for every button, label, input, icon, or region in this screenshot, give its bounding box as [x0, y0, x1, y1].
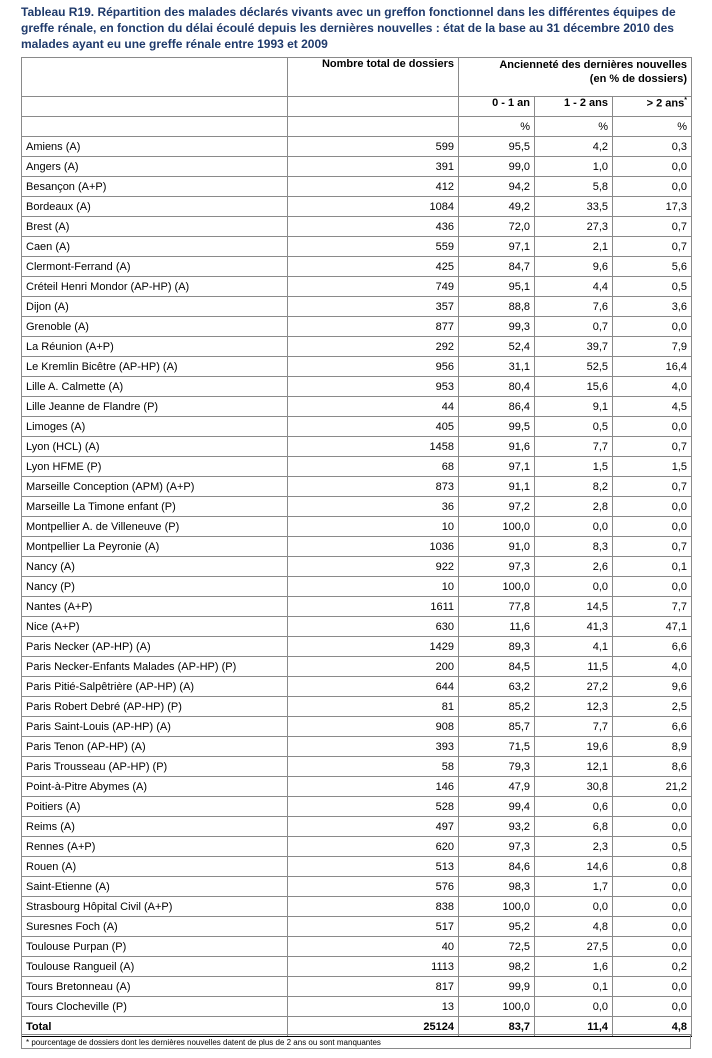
total-dossiers-cell: 873 [288, 477, 459, 497]
pct-0-1-cell: 77,8 [459, 597, 535, 617]
pct-gt2-cell: 9,6 [613, 677, 692, 697]
table-row [22, 577, 692, 597]
total-dossiers-cell: 391 [288, 157, 459, 177]
pct-gt2-cell: 0,0 [613, 317, 692, 337]
total-dossiers-cell: 599 [288, 137, 459, 157]
pct-gt2-cell: 7,7 [613, 597, 692, 617]
table-row [22, 157, 692, 177]
pct-1-2-cell: 33,5 [535, 197, 613, 217]
center-name-cell: Créteil Henri Mondor (AP-HP) (A) [22, 277, 288, 297]
table-row [22, 357, 692, 377]
pct-0-1-cell: 52,4 [459, 337, 535, 357]
pct-gt2-cell: 4,8 [613, 1017, 692, 1037]
footnote: * pourcentage de dossiers dont les dernières nouvelles datent de plus de 2 ans ou sont manquantes [21, 1034, 691, 1049]
center-name-cell: Lyon (HCL) (A) [22, 437, 288, 457]
center-name-cell: Montpellier A. de Villeneuve (P) [22, 517, 288, 537]
total-dossiers-cell: 513 [288, 857, 459, 877]
header-anciennete-line2: (en % de dossiers) [589, 73, 687, 85]
table-row [22, 777, 692, 797]
center-name-cell: Strasbourg Hôpital Civil (A+P) [22, 897, 288, 917]
pct-gt2-cell: 0,0 [613, 897, 692, 917]
total-dossiers-cell: 25124 [288, 1017, 459, 1037]
pct-1-2-cell: 0,0 [535, 577, 613, 597]
pct-1-2-cell: 1,0 [535, 157, 613, 177]
pct-0-1-cell: 85,7 [459, 717, 535, 737]
center-name-cell: Le Kremlin Bicêtre (AP-HP) (A) [22, 357, 288, 377]
pct-0-1-cell: 100,0 [459, 897, 535, 917]
table-row [22, 737, 692, 757]
pct-gt2-cell: 4,5 [613, 397, 692, 417]
table-row [22, 757, 692, 777]
total-dossiers-cell: 405 [288, 417, 459, 437]
header-row-1 [22, 58, 692, 97]
total-dossiers-cell: 1036 [288, 537, 459, 557]
pct-0-1-cell: 85,2 [459, 697, 535, 717]
pct-0-1-cell: 97,3 [459, 557, 535, 577]
pct-1-2-cell: 1,6 [535, 957, 613, 977]
pct-1-2-cell: 15,6 [535, 377, 613, 397]
pct-0-1-cell: 100,0 [459, 517, 535, 537]
table-row [22, 997, 692, 1017]
header-anciennete-line1: Ancienneté des dernières nouvelles [499, 59, 687, 71]
pct-1-2-cell: 12,1 [535, 757, 613, 777]
total-dossiers-cell: 559 [288, 237, 459, 257]
center-name-cell: Paris Necker-Enfants Malades (AP-HP) (P) [22, 657, 288, 677]
pct-gt2-cell: 3,6 [613, 297, 692, 317]
table-row [22, 697, 692, 717]
center-name-cell: Nantes (A+P) [22, 597, 288, 617]
center-name-cell: Paris Robert Debré (AP-HP) (P) [22, 697, 288, 717]
pct-gt2-cell: 0,0 [613, 937, 692, 957]
pct-1-2-cell: 0,0 [535, 517, 613, 537]
pct-0-1-cell: 49,2 [459, 197, 535, 217]
total-dossiers-cell: 576 [288, 877, 459, 897]
table-row [22, 137, 692, 157]
unit-empty-cell [22, 117, 288, 137]
table-row [22, 217, 692, 237]
center-name-cell: Nancy (P) [22, 577, 288, 597]
total-dossiers-cell: 81 [288, 697, 459, 717]
pct-0-1-cell: 98,3 [459, 877, 535, 897]
pct-0-1-cell: 100,0 [459, 577, 535, 597]
pct-0-1-cell: 91,6 [459, 437, 535, 457]
unit-pct: % [613, 117, 692, 137]
unit-row [22, 117, 692, 137]
header-empty-cell [288, 97, 459, 117]
total-dossiers-cell: 436 [288, 217, 459, 237]
pct-gt2-cell: 47,1 [613, 617, 692, 637]
header-col-1-2: 1 - 2 ans [535, 97, 613, 117]
total-dossiers-cell: 425 [288, 257, 459, 277]
total-dossiers-cell: 1458 [288, 437, 459, 457]
pct-1-2-cell: 7,7 [535, 717, 613, 737]
pct-gt2-cell: 0,0 [613, 417, 692, 437]
pct-gt2-cell: 0,1 [613, 557, 692, 577]
pct-1-2-cell: 12,3 [535, 697, 613, 717]
pct-0-1-cell: 84,6 [459, 857, 535, 877]
table-row [22, 597, 692, 617]
pct-0-1-cell: 89,3 [459, 637, 535, 657]
center-name-cell: Brest (A) [22, 217, 288, 237]
pct-0-1-cell: 72,5 [459, 937, 535, 957]
pct-1-2-cell: 27,3 [535, 217, 613, 237]
table-row [22, 397, 692, 417]
pct-1-2-cell: 2,6 [535, 557, 613, 577]
total-dossiers-cell: 146 [288, 777, 459, 797]
pct-1-2-cell: 7,7 [535, 437, 613, 457]
center-name-cell: Marseille Conception (APM) (A+P) [22, 477, 288, 497]
unit-pct: % [459, 117, 535, 137]
header-empty-cell [22, 58, 288, 97]
table-row [22, 617, 692, 637]
table-row [22, 877, 692, 897]
pct-0-1-cell: 71,5 [459, 737, 535, 757]
pct-1-2-cell: 0,5 [535, 417, 613, 437]
table-row [22, 377, 692, 397]
pct-gt2-cell: 6,6 [613, 717, 692, 737]
total-dossiers-cell: 908 [288, 717, 459, 737]
pct-0-1-cell: 79,3 [459, 757, 535, 777]
footnote-marker: * [684, 97, 687, 104]
total-dossiers-cell: 838 [288, 897, 459, 917]
pct-gt2-cell: 0,0 [613, 157, 692, 177]
pct-gt2-cell: 8,9 [613, 737, 692, 757]
pct-gt2-cell: 0,5 [613, 277, 692, 297]
center-name-cell: Limoges (A) [22, 417, 288, 437]
center-name-cell: Toulouse Rangueil (A) [22, 957, 288, 977]
pct-1-2-cell: 41,3 [535, 617, 613, 637]
pct-gt2-cell: 0,0 [613, 997, 692, 1017]
pct-gt2-cell: 0,0 [613, 977, 692, 997]
pct-1-2-cell: 11,5 [535, 657, 613, 677]
center-name-cell: Lyon HFME (P) [22, 457, 288, 477]
table-row [22, 257, 692, 277]
pct-1-2-cell: 6,8 [535, 817, 613, 837]
table-row [22, 557, 692, 577]
pct-1-2-cell: 0,1 [535, 977, 613, 997]
pct-1-2-cell: 4,8 [535, 917, 613, 937]
total-dossiers-cell: 922 [288, 557, 459, 577]
table-row [22, 637, 692, 657]
total-dossiers-cell: 44 [288, 397, 459, 417]
pct-gt2-cell: 17,3 [613, 197, 692, 217]
pct-0-1-cell: 99,0 [459, 157, 535, 177]
center-name-cell: Lille Jeanne de Flandre (P) [22, 397, 288, 417]
table-row [22, 317, 692, 337]
total-dossiers-cell: 13 [288, 997, 459, 1017]
pct-gt2-cell: 4,0 [613, 377, 692, 397]
pct-1-2-cell: 39,7 [535, 337, 613, 357]
center-name-cell: Nancy (A) [22, 557, 288, 577]
pct-0-1-cell: 98,2 [459, 957, 535, 977]
header-col-0-1: 0 - 1 an [459, 97, 535, 117]
total-dossiers-cell: 877 [288, 317, 459, 337]
pct-0-1-cell: 83,7 [459, 1017, 535, 1037]
pct-0-1-cell: 99,9 [459, 977, 535, 997]
total-dossiers-cell: 68 [288, 457, 459, 477]
table-row [22, 657, 692, 677]
pct-gt2-cell: 0,0 [613, 517, 692, 537]
center-name-cell: Montpellier La Peyronie (A) [22, 537, 288, 557]
center-name-cell: Tours Bretonneau (A) [22, 977, 288, 997]
pct-0-1-cell: 91,1 [459, 477, 535, 497]
pct-1-2-cell: 27,2 [535, 677, 613, 697]
table-row [22, 197, 692, 217]
total-dossiers-cell: 517 [288, 917, 459, 937]
center-name-cell: Reims (A) [22, 817, 288, 837]
total-dossiers-cell: 620 [288, 837, 459, 857]
pct-1-2-cell: 2,8 [535, 497, 613, 517]
table-row [22, 337, 692, 357]
total-dossiers-cell: 956 [288, 357, 459, 377]
center-name-cell: Clermont-Ferrand (A) [22, 257, 288, 277]
pct-gt2-cell: 0,7 [613, 217, 692, 237]
center-name-cell: Angers (A) [22, 157, 288, 177]
table-row [22, 677, 692, 697]
pct-1-2-cell: 1,5 [535, 457, 613, 477]
pct-1-2-cell: 8,3 [535, 537, 613, 557]
pct-gt2-cell: 0,3 [613, 137, 692, 157]
total-dossiers-cell: 528 [288, 797, 459, 817]
center-name-cell: Rennes (A+P) [22, 837, 288, 857]
table-row [22, 917, 692, 937]
table-row [22, 237, 692, 257]
pct-0-1-cell: 72,0 [459, 217, 535, 237]
pct-0-1-cell: 91,0 [459, 537, 535, 557]
pct-0-1-cell: 31,1 [459, 357, 535, 377]
pct-1-2-cell: 14,5 [535, 597, 613, 617]
pct-1-2-cell: 0,0 [535, 997, 613, 1017]
pct-0-1-cell: 93,2 [459, 817, 535, 837]
total-dossiers-cell: 749 [288, 277, 459, 297]
center-name-cell: Paris Tenon (AP-HP) (A) [22, 737, 288, 757]
total-dossiers-cell: 412 [288, 177, 459, 197]
unit-empty-cell [288, 117, 459, 137]
table-row [22, 517, 692, 537]
total-dossiers-cell: 393 [288, 737, 459, 757]
center-name-cell: Suresnes Foch (A) [22, 917, 288, 937]
pct-0-1-cell: 63,2 [459, 677, 535, 697]
pct-1-2-cell: 11,4 [535, 1017, 613, 1037]
pct-1-2-cell: 52,5 [535, 357, 613, 377]
pct-1-2-cell: 2,1 [535, 237, 613, 257]
pct-0-1-cell: 99,3 [459, 317, 535, 337]
pct-1-2-cell: 4,1 [535, 637, 613, 657]
data-table [21, 57, 692, 1037]
table-row [22, 797, 692, 817]
total-dossiers-cell: 630 [288, 617, 459, 637]
total-dossiers-cell: 10 [288, 577, 459, 597]
pct-0-1-cell: 84,7 [459, 257, 535, 277]
center-name-cell: Point-à-Pitre Abymes (A) [22, 777, 288, 797]
center-name-cell: Paris Saint-Louis (AP-HP) (A) [22, 717, 288, 737]
pct-1-2-cell: 9,1 [535, 397, 613, 417]
pct-1-2-cell: 27,5 [535, 937, 613, 957]
pct-0-1-cell: 97,1 [459, 457, 535, 477]
pct-gt2-cell: 0,7 [613, 437, 692, 457]
total-dossiers-cell: 357 [288, 297, 459, 317]
pct-0-1-cell: 100,0 [459, 997, 535, 1017]
center-name-cell: Poitiers (A) [22, 797, 288, 817]
pct-gt2-cell: 0,0 [613, 817, 692, 837]
pct-1-2-cell: 5,8 [535, 177, 613, 197]
pct-1-2-cell: 7,6 [535, 297, 613, 317]
pct-gt2-cell: 0,8 [613, 857, 692, 877]
total-dossiers-cell: 36 [288, 497, 459, 517]
pct-gt2-cell: 0,7 [613, 537, 692, 557]
pct-gt2-cell: 21,2 [613, 777, 692, 797]
pct-0-1-cell: 80,4 [459, 377, 535, 397]
pct-gt2-cell: 1,5 [613, 457, 692, 477]
pct-gt2-cell: 8,6 [613, 757, 692, 777]
pct-0-1-cell: 88,8 [459, 297, 535, 317]
total-dossiers-cell: 644 [288, 677, 459, 697]
center-name-cell: Paris Pitié-Salpêtrière (AP-HP) (A) [22, 677, 288, 697]
pct-0-1-cell: 11,6 [459, 617, 535, 637]
pct-gt2-cell: 0,0 [613, 177, 692, 197]
center-name-cell: Saint-Etienne (A) [22, 877, 288, 897]
pct-gt2-cell: 7,9 [613, 337, 692, 357]
pct-1-2-cell: 30,8 [535, 777, 613, 797]
center-name-cell: Amiens (A) [22, 137, 288, 157]
pct-0-1-cell: 95,5 [459, 137, 535, 157]
table-row [22, 977, 692, 997]
pct-0-1-cell: 99,5 [459, 417, 535, 437]
total-dossiers-cell: 1611 [288, 597, 459, 617]
center-name-cell: Tours Clocheville (P) [22, 997, 288, 1017]
pct-gt2-cell: 6,6 [613, 637, 692, 657]
table-row [22, 897, 692, 917]
pct-1-2-cell: 9,6 [535, 257, 613, 277]
table-row [22, 177, 692, 197]
pct-gt2-cell: 2,5 [613, 697, 692, 717]
table-row [22, 857, 692, 877]
table-row [22, 477, 692, 497]
pct-0-1-cell: 94,2 [459, 177, 535, 197]
center-name-cell: Nice (A+P) [22, 617, 288, 637]
pct-gt2-cell: 4,0 [613, 657, 692, 677]
total-dossiers-cell: 1084 [288, 197, 459, 217]
total-dossiers-cell: 953 [288, 377, 459, 397]
header-anciennete [459, 58, 692, 97]
header-empty-cell [22, 97, 288, 117]
header-col-gt2 [613, 97, 692, 117]
pct-0-1-cell: 97,1 [459, 237, 535, 257]
center-name-cell: Lille A. Calmette (A) [22, 377, 288, 397]
total-dossiers-cell: 817 [288, 977, 459, 997]
header-total: Nombre total de dossiers [288, 58, 459, 97]
total-dossiers-cell: 40 [288, 937, 459, 957]
pct-0-1-cell: 97,3 [459, 837, 535, 857]
pct-gt2-cell: 5,6 [613, 257, 692, 277]
table-row [22, 957, 692, 977]
center-name-cell: Besançon (A+P) [22, 177, 288, 197]
pct-0-1-cell: 99,4 [459, 797, 535, 817]
center-name-cell: Dijon (A) [22, 297, 288, 317]
table-row [22, 457, 692, 477]
pct-gt2-cell: 0,0 [613, 577, 692, 597]
pct-1-2-cell: 2,3 [535, 837, 613, 857]
table-row [22, 437, 692, 457]
pct-0-1-cell: 97,2 [459, 497, 535, 517]
table-row [22, 277, 692, 297]
pct-gt2-cell: 0,2 [613, 957, 692, 977]
pct-0-1-cell: 95,1 [459, 277, 535, 297]
pct-0-1-cell: 84,5 [459, 657, 535, 677]
table-row [22, 537, 692, 557]
table-title: Tableau R19. Répartition des malades déclarés vivants avec un greffon fonctionnel dans les différentes équipes de greffe rénale, en fonction du délai écoulé depuis les dernières nouvelles : état de la base au 31 décembre 2010 des malades ayant eu une greffe rénale entre 1993 et 2009 [21, 5, 676, 51]
header-col-gt2-label: > 2 ans [646, 97, 685, 110]
pct-gt2-cell: 0,0 [613, 917, 692, 937]
pct-1-2-cell: 0,0 [535, 897, 613, 917]
pct-1-2-cell: 4,4 [535, 277, 613, 297]
table-row [22, 297, 692, 317]
table-row [22, 837, 692, 857]
total-dossiers-cell: 497 [288, 817, 459, 837]
table-row [22, 497, 692, 517]
center-name-cell: Rouen (A) [22, 857, 288, 877]
unit-pct: % [535, 117, 613, 137]
total-dossiers-cell: 10 [288, 517, 459, 537]
total-dossiers-cell: 58 [288, 757, 459, 777]
pct-1-2-cell: 0,6 [535, 797, 613, 817]
pct-1-2-cell: 14,6 [535, 857, 613, 877]
pct-gt2-cell: 0,7 [613, 237, 692, 257]
pct-1-2-cell: 1,7 [535, 877, 613, 897]
pct-gt2-cell: 16,4 [613, 357, 692, 377]
pct-gt2-cell: 0,0 [613, 877, 692, 897]
center-name-cell: Paris Trousseau (AP-HP) (P) [22, 757, 288, 777]
pct-gt2-cell: 0,0 [613, 797, 692, 817]
center-name-cell: Total [22, 1017, 288, 1037]
pct-0-1-cell: 47,9 [459, 777, 535, 797]
table-row [22, 717, 692, 737]
pct-gt2-cell: 0,0 [613, 497, 692, 517]
pct-1-2-cell: 4,2 [535, 137, 613, 157]
center-name-cell: Bordeaux (A) [22, 197, 288, 217]
total-dossiers-cell: 1429 [288, 637, 459, 657]
pct-0-1-cell: 95,2 [459, 917, 535, 937]
center-name-cell: Grenoble (A) [22, 317, 288, 337]
table-row [22, 937, 692, 957]
table-row [22, 417, 692, 437]
pct-1-2-cell: 19,6 [535, 737, 613, 757]
pct-1-2-cell: 0,7 [535, 317, 613, 337]
center-name-cell: Paris Necker (AP-HP) (A) [22, 637, 288, 657]
table-row [22, 817, 692, 837]
pct-gt2-cell: 0,5 [613, 837, 692, 857]
pct-0-1-cell: 86,4 [459, 397, 535, 417]
pct-1-2-cell: 8,2 [535, 477, 613, 497]
center-name-cell: La Réunion (A+P) [22, 337, 288, 357]
header-row-2 [22, 97, 692, 117]
total-dossiers-cell: 200 [288, 657, 459, 677]
pct-gt2-cell: 0,7 [613, 477, 692, 497]
total-dossiers-cell: 292 [288, 337, 459, 357]
center-name-cell: Marseille La Timone enfant (P) [22, 497, 288, 517]
center-name-cell: Toulouse Purpan (P) [22, 937, 288, 957]
total-dossiers-cell: 1113 [288, 957, 459, 977]
center-name-cell: Caen (A) [22, 237, 288, 257]
